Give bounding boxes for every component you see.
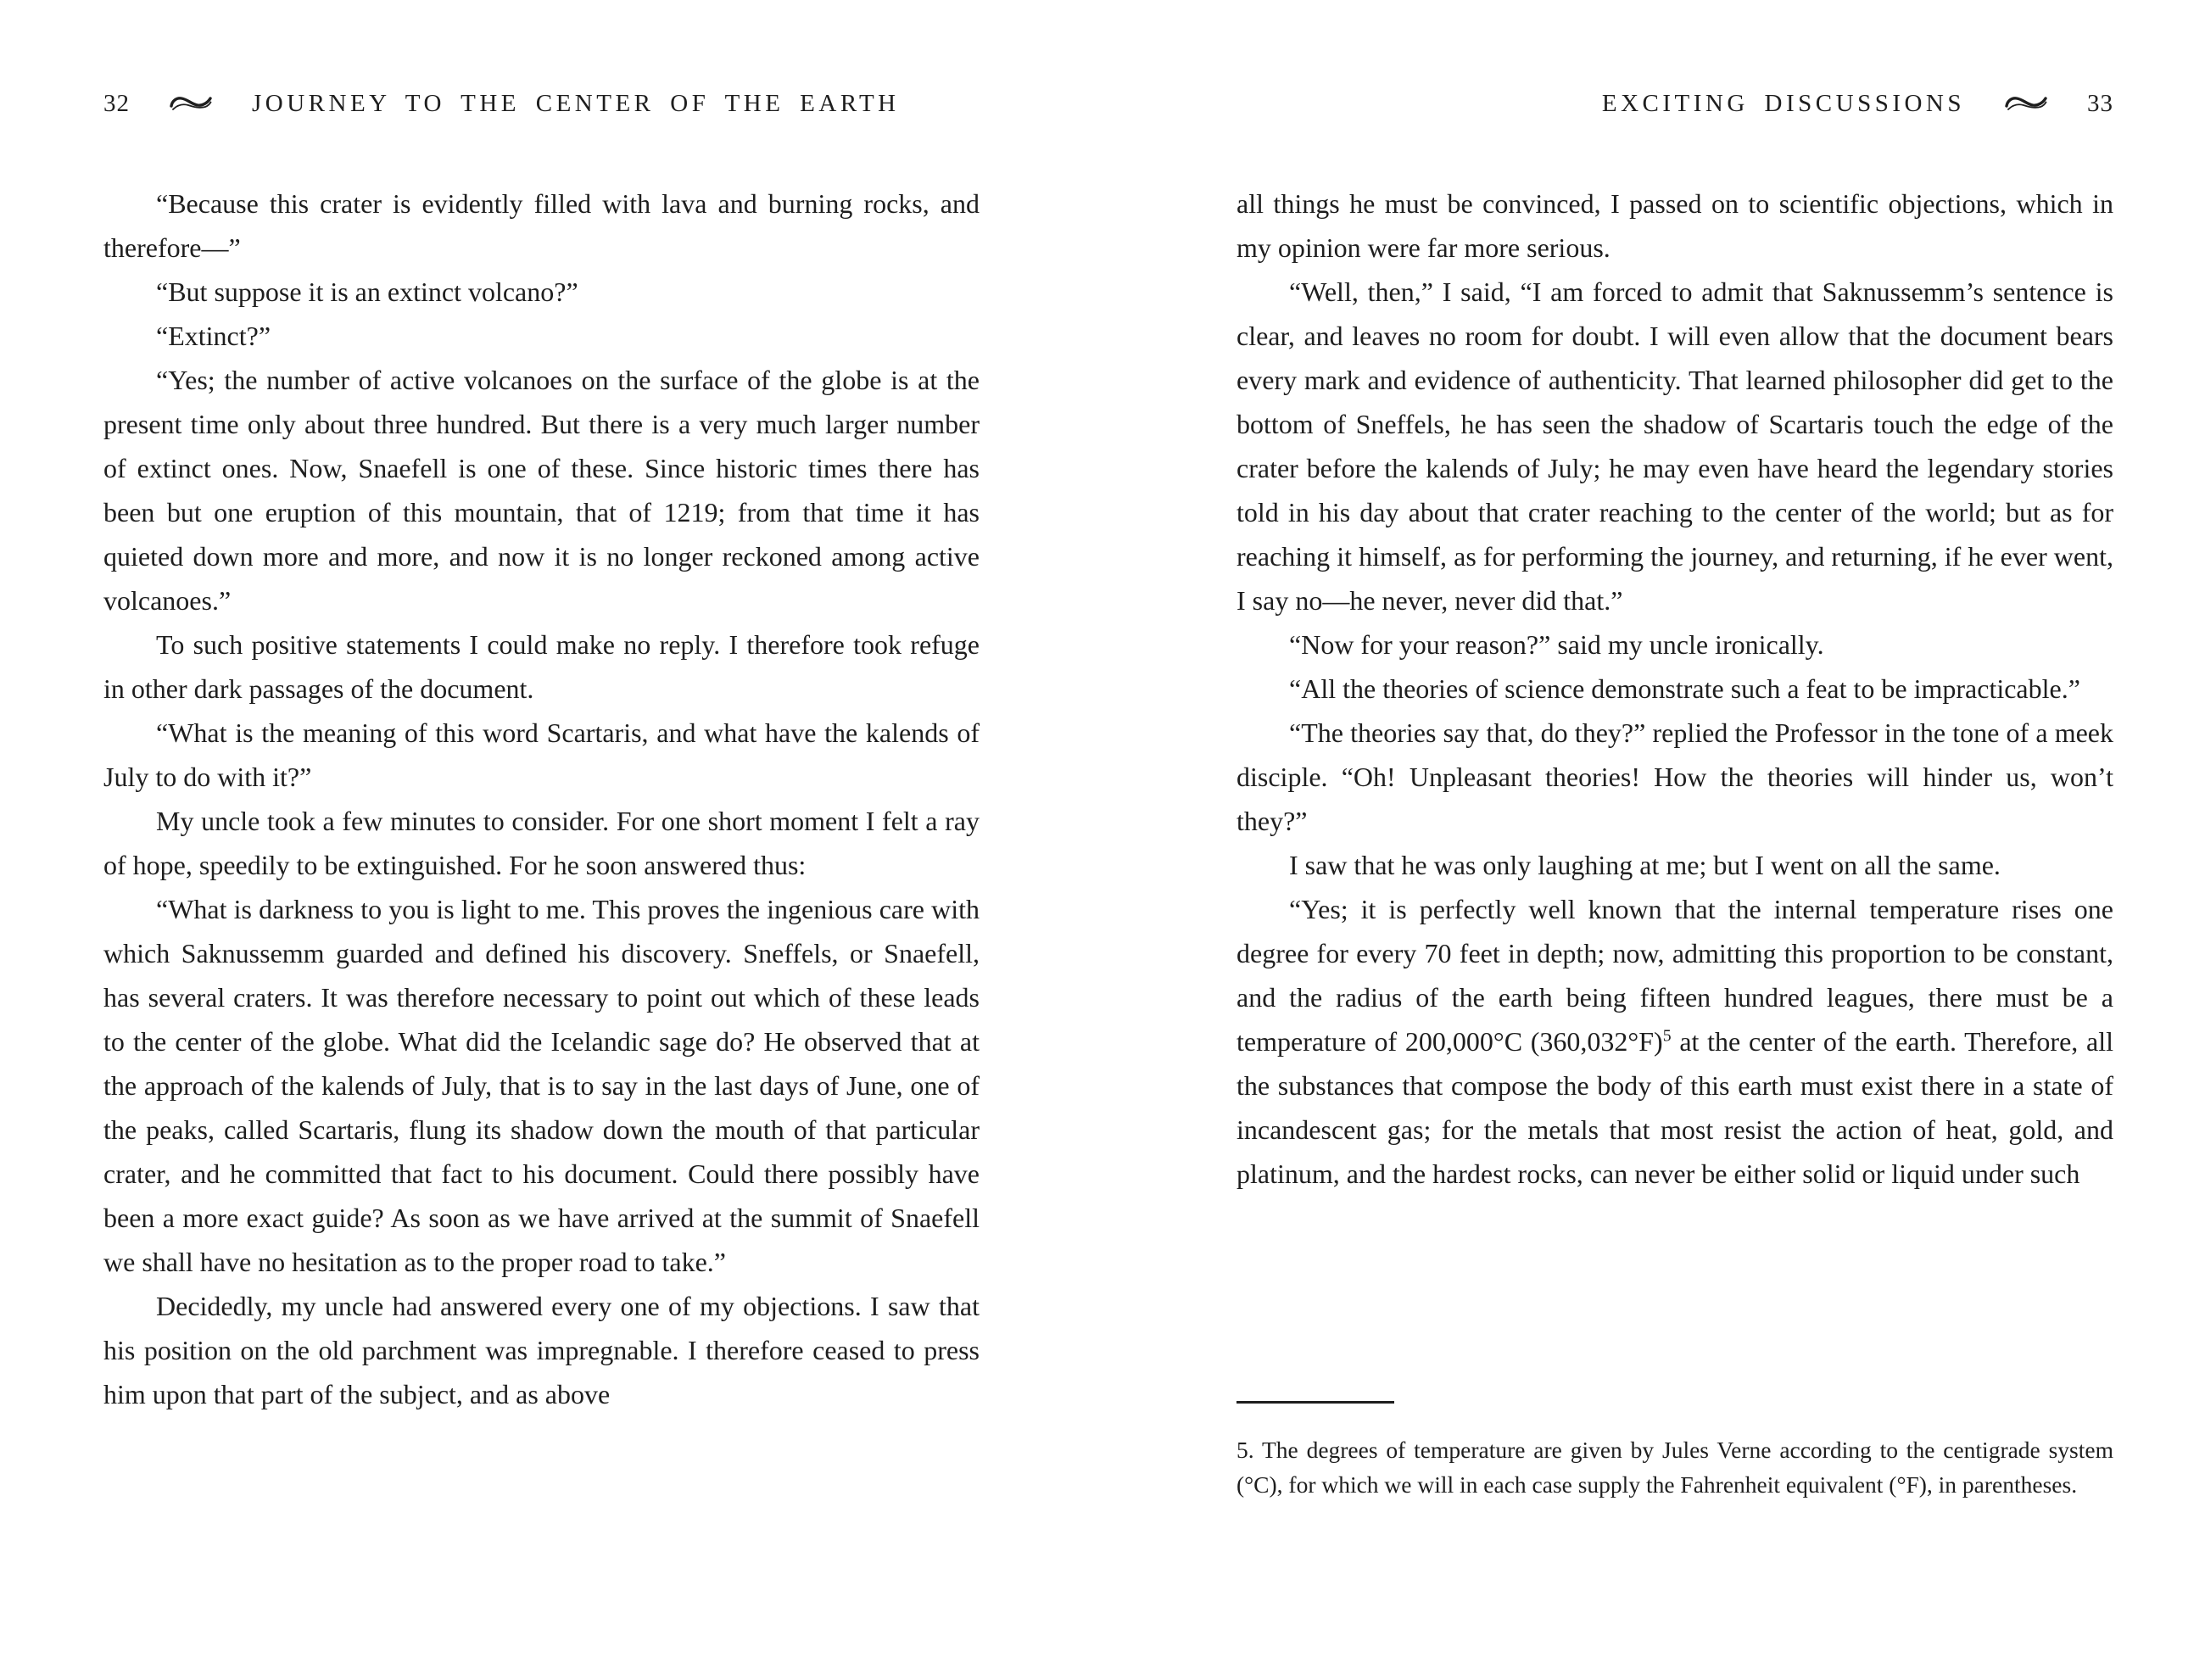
paragraph: To such positive statements I could make no reply. I therefore took refuge in other dark passages of the document. <box>103 629 980 704</box>
left-page-text-column <box>103 181 980 1416</box>
swash-ornament-icon <box>2004 93 2048 114</box>
paragraph: “The theories say that, do they?” replied the Professor in the tone of a meek disciple. “Oh! Unpleasant theories! How the theories will hinder us, won’t they?” <box>1236 717 2113 836</box>
left-page-header <box>103 85 980 122</box>
right-page-header <box>1236 85 2113 122</box>
paragraph: “Yes; it is perfectly well known that the internal temperature rises one degree for every 70 feet in depth; now, admitting this proportion to be constant, and the radius of the earth being fifteen hundred leagues, there must be a temperature of 200,000°C $(360,032^\circ F)^5$ at the center of the earth. Therefore, all the substances that compose the body of this earth must exist there in a state of incandescent gas; for the metals that most resist the action of heat, gold, and platinum, and the hardest rocks, can never be either solid or liquid under such <box>1236 894 2113 1189</box>
paragraph: My uncle took a few minutes to consider. For one short moment I felt a ray of hope, speedily to be extinguished. For he soon answered thus: <box>103 806 980 880</box>
right-page-number: 33 <box>2087 90 2113 117</box>
paragraph: Decidedly, my uncle had answered every one of my objections. I saw that his position on the old parchment was impregnable. I therefore ceased to press him upon that part of the subject, and as above <box>103 1291 980 1409</box>
right-running-head: EXCITING DISCUSSIONS <box>1601 90 1965 117</box>
paragraph: “What is the meaning of this word Scartaris, and what have the kalends of July to do with it?” <box>103 717 980 792</box>
paragraph: all things he must be convinced, I passed on to scientific objections, which in my opinion were far more serious. <box>1236 188 2113 263</box>
paragraph: “All the theories of science demonstrate such a feat to be impracticable.” <box>1289 673 2080 704</box>
paragraph: “But suppose it is an extinct volcano?” <box>156 276 578 307</box>
left-running-head: JOURNEY TO THE CENTER OF THE EARTH <box>252 90 900 117</box>
footnote-block <box>1236 1401 2113 1502</box>
paragraph: “Well, then,” I said, “I am forced to admit that Saknussemm’s sentence is clear, and leaves no room for doubt. I will even allow that the document bears every mark and evidence of authenticity. That learned philosopher did get to the bottom of Sneffels, he has seen the shadow of Scartaris touch the edge of the crater before the kalends of July; he may even have heard the legendary stories told in his day about that crater reaching to the center of the world; but as for reaching it himself, as for performing the journey, and returning, if he ever went, I say no—he never, never did that.” <box>1236 276 2113 616</box>
paragraph: “Extinct?” <box>156 321 271 351</box>
paragraph: “Now for your reason?” said my uncle ironically. <box>1289 629 1824 660</box>
left-page-number: 32 <box>103 90 130 117</box>
swash-ornament-icon <box>169 93 213 114</box>
paragraph: I saw that he was only laughing at me; but I went on all the same. <box>1289 850 2001 880</box>
footnote-reference: 5 <box>1662 1026 1672 1046</box>
footnote-text: 5. The degrees of temperature are given by Jules Verne according to the centigrade system (°C), for which we will in each case supply the Fahrenheit equivalent (°F), in parentheses. <box>1236 1437 2113 1498</box>
paragraph: “What is darkness to you is light to me. This proves the ingenious care with which Saknussemm guarded and defined his discovery. Sneffels, or Snaefell, has several craters. It was therefore necessary to point out which of these leads to the center of the globe. What did the Icelandic sage do? He observed that at the approach of the kalends of July, that is to say in the last days of June, one of the peaks, called Scartaris, flung its shadow down the mouth of that particular crater, and he committed that fact to his document. Could there possibly have been a more exact guide? As soon as we have arrived at the summit of Snaefell we shall have no hesitation as to the proper road to take.” <box>103 894 980 1277</box>
paragraph: “Yes; the number of active volcanoes on the surface of the globe is at the present time only about three hundred. But there is a very much larger number of extinct ones. Now, Snaefell is one of these. Since historic times there has been but one eruption of this mountain, that of 1219; from that time it has quieted down more and more, and now it is no longer reckoned among active volcanoes.” <box>103 365 980 616</box>
paragraph: “Because this crater is evidently filled with lava and burning rocks, and therefore—” <box>103 188 980 263</box>
footnote-separator-rule <box>1236 1401 1394 1404</box>
right-page-text-column <box>1236 181 2113 1399</box>
